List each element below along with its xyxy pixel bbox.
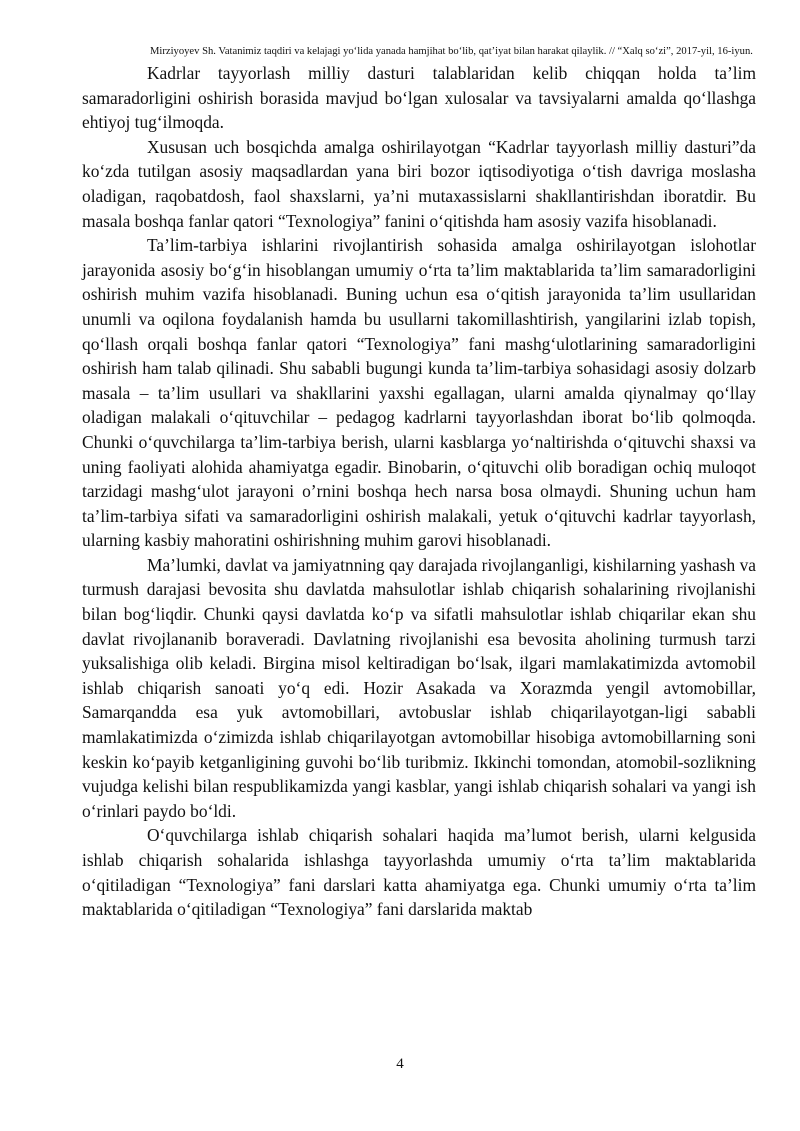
paragraph-1: Kadrlar tayyorlash milliy dasturi talablaridan kelib chiqqan holda ta’lim samaradorligini oshirish borasida mavjud bo‘lgan xulosalar va tavsiyalarni amalda qo‘llashga ehtiyoj tug‘ilmoqda. xyxy=(82,63,756,133)
paragraph-5: O‘quvchilarga ishlab chiqarish sohalari haqida ma’lumot berish, ularni kelgusida ishlab chiqarish sohalarida ishlashga tayyorlashda umumiy o‘rta ta’lim maktablarida o‘qitiladigan “Texnologiya” fani darslari katta ahamiyatga ega. Chunki umumiy o‘rta ta’lim maktablarida o‘qitiladigan “Texnologiya” fani darslarida maktab xyxy=(82,825,756,920)
paragraph-4: Ma’lumki, davlat va jamiyatnning qay darajada rivojlanganligi, kishilarning yashash va turmush darajasi bevosita shu davlatda mahsulotlar ishlab chiqarish sohalarining rivojlanishi bilan bog‘liqdir. Chunki qaysi davlatda ko‘p va sifatli mahsulotlar ishlab chiqarilar ekan shu davlat rivojlananib boraveradi. Davlatning rivojlanishi esa bevosita aholining turmush tarzi yuksalishiga olib keladi. Birgina misol keltiradigan bo‘lsak, ilgari mamlakatimizda avtomobil ishlab chiqarish sanoati yo‘q edi. Hozir Asakada va Xorazmda yengil avtomobillar, Samarqandda esa yuk avtomobillari, avtobuslar ishlab chiqarilayotgan-ligi sababli mamlakatimizda o‘zimizda ishlab chiqarilayotgan avtomobillar hisobiga avtomobillarning soni keskin ko‘payib ketganligining guvohi bo‘lib turibmiz. Ikkinchi tomondan, atomobil-sozlikning vujudga kelishi bilan respublikamizda yangi kasblar, yangi ishlab chiqarish sohalari va yangi ish o‘rinlari paydo bo‘ldi. xyxy=(82,554,756,821)
paragraph-2: Xususan uch bosqichda amalga oshirilayotgan “Kadrlar tayyorlash milliy dasturi”da ko‘zda tutilgan asosiy maqsadlardan yana biri bozor iqtisodiyotiga o‘tish davriga moslasha oladigan, raqobatdosh, faol shaxslarni, ya’ni mutaxassislarni shakllantirishdan iboratdir. Bu masala boshqa fanlar qatori “Texnologiya” fanini o‘qitishda ham asosiy vazifa hisoblanadi. xyxy=(82,136,756,231)
paragraph-3: Ta’lim-tarbiya ishlarini rivojlantirish sohasida amalga oshirilayotgan islohotlar jarayonida asosiy bo‘g‘in hisoblangan umumiy o‘rta ta’lim maktablarida ta’lim samaradorligini oshirish muhim vazifa hisoblanadi. Buning uchun esa o‘qitish jarayonida ta’lim usullaridan unumli va oqilona foydalanish hamda bu usullarni takomillashtirish, yangilarini izlab topish, qo‘llash orqali boshqa fanlar qatori “Texnologiya” fani mashg‘ulotlarining samaradorligini oshirish ham talab qilinadi. Shu sababli bugungi kunda ta’lim-tarbiya sohasidagi asosiy dolzarb masala – ta’lim usullari va shakllarini yaxshi egallagan, ularni amalda qiynalmay qo‘llay oladigan malakali o‘qituvchilar – pedagog kadrlarni tayyorlashdan iborat bo‘lib qolmoqda. Chunki o‘quvchilarga ta’lim-tarbiya berish, ularni kasblarga yo‘naltirishda o‘qituvchi shaxsi va uning faoliyati alohida ahamiyatga egadir. Binobarin, o‘qituvchi olib boradigan ochiq muloqot tarzidagi mashg‘ulot jarayoni o’rnini boshqa hech narsa bosa olmaydi. Shuning uchun ham ta’lim-tarbiya sifati va samaradorligini oshirish malakali, yetuk o‘qituvchi kadrlar tayyorlash, ularning kasbiy mahoratini oshirishning muhim garovi hisoblanadi. xyxy=(82,235,756,551)
document-page xyxy=(82,44,756,922)
page-number: 4 xyxy=(396,1056,404,1072)
footnote: Mirziyoyev Sh. Vatanimiz taqdiri va kelajagi yo‘lida yanada hamjihat bo‘lib, qat’iyat bilan harakat qilaylik. // “Xalq so‘zi”, 2017-yil, 16-iyun. xyxy=(150,46,753,57)
